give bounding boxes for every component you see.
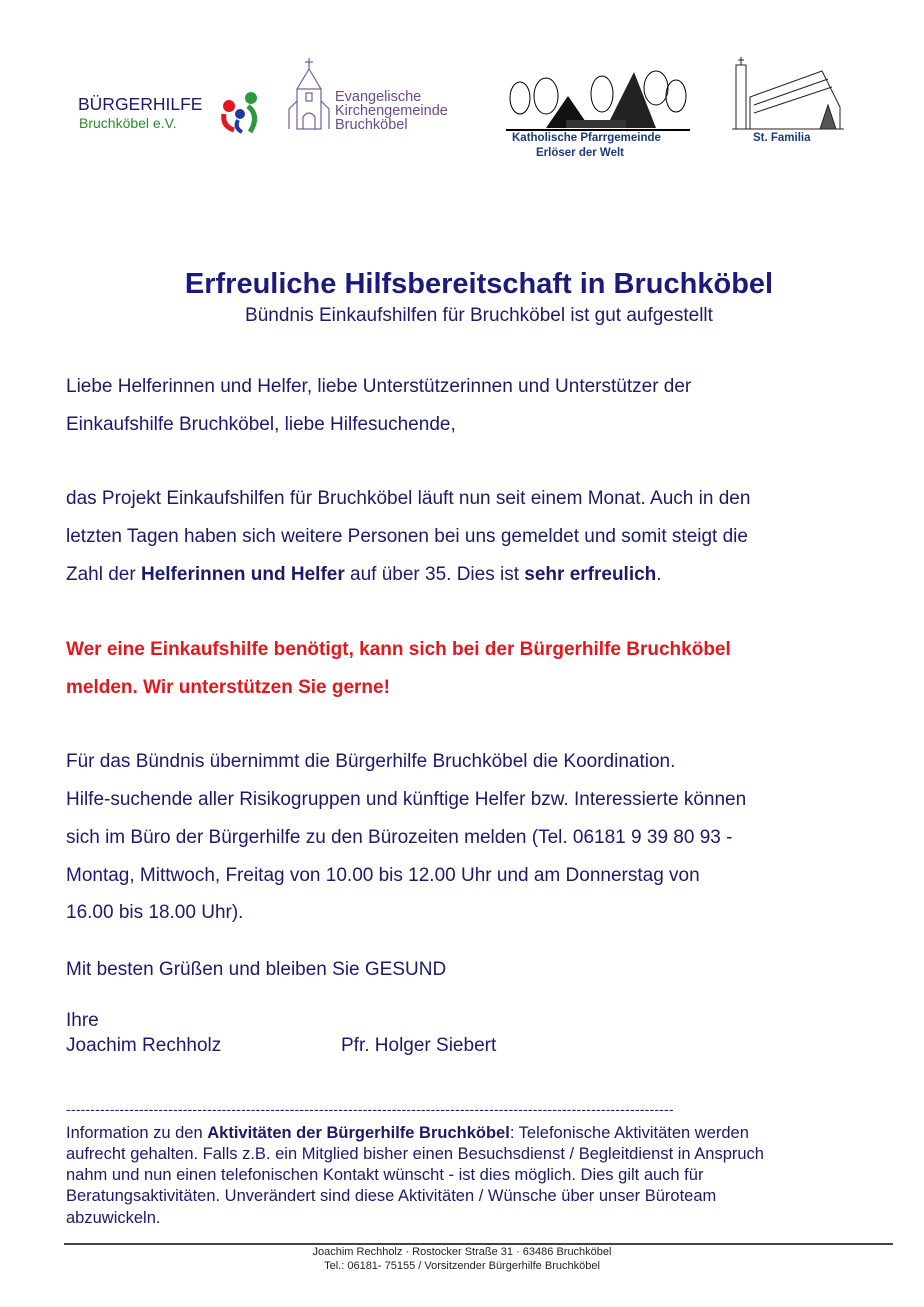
info-line [66,1124,749,1143]
logo-buergerhilfe-name: BÜRGERHILFE [78,94,203,114]
logo-evangelisch-line3: Bruchköbel [335,117,408,133]
page-title: Erfreuliche Hilfsbereitschaft in Bruchköbel [184,268,774,300]
church-icon [287,57,331,131]
people-logo-icon [220,90,262,134]
paragraph-line: letzten Tagen haben sich weitere Personen bei uns gemeldet und somit steigt die [66,526,748,547]
logo-evangelisch-line2: Kirchengemeinde [335,103,448,119]
church-tower-icon [732,57,844,131]
paragraph-line: das Projekt Einkaufshilfen für Bruchköbel läuft nun seit einem Monat. Auch in den [66,488,751,509]
text: : Telefonische Aktivitäten werden [509,1124,749,1142]
info-line: Beratungsaktivitäten. Unverändert sind diese Aktivitäten / Wünsche über unser Büroteam [66,1187,717,1205]
signature-name-1: Joachim Rechholz [66,1035,222,1056]
closing: Mit besten Grüßen und bleiben Sie GESUND [66,959,447,980]
logo-buergerhilfe-place: Bruchköbel e.V. [79,115,177,131]
logo-evangelisch-line1: Evangelische [335,89,422,105]
info-line: aufrecht gehalten. Falls z.B. ein Mitglied bisher einen Besuchsdienst / Begleitdienst in Anspruch [66,1145,764,1163]
paragraph-line: Montag, Mittwoch, Freitag von 10.00 bis 12.00 Uhr und am Donnerstag von [66,865,700,886]
footer-contact: Tel.: 06181- 75155 / Vorsitzender Bürgerhilfe Bruchköbel [324,1260,600,1272]
paragraph-line: Hilfe-suchende aller Risikogruppen und künftige Helfer bzw. Interessierte können [66,789,747,810]
info-line: nahm und nun einen telefonischen Kontakt wünscht - ist dies möglich. Dies gilt auch für [66,1166,704,1184]
footer-address: Joachim Rechholz · Rostocker Straße 31 · 63486 Bruchköbel [312,1246,612,1258]
red-notice-line: Wer eine Einkaufshilfe benötigt, kann sich bei der Bürgerhilfe Bruchköbel [66,639,731,660]
dashed-separator: ----------------------------------------------------------------------------------------------------------------------------- [66,1101,674,1117]
paragraph-line: sich im Büro der Bürgerhilfe zu den Bürozeiten melden (Tel. 06181 9 39 80 93 - [66,827,733,848]
paragraph-line: 16.00 bis 18.00 Uhr). [66,902,244,923]
text: . [656,564,662,585]
bold-erfreulich: sehr erfreulich [524,564,657,585]
paragraph-line: Für das Bündnis übernimmt die Bürgerhilfe Bruchköbel die Koordination. [66,751,676,772]
logo-katholisch-line2: Erlöser der Welt [536,147,624,159]
footer-rule [64,1243,893,1245]
bold-helpers: Helferinnen und Helfer [140,564,345,585]
bold-activities: Aktivitäten der Bürgerhilfe Bruchköbel [207,1124,510,1142]
text: Information zu den [66,1124,208,1142]
church-trees-icon [506,70,690,132]
logo-katholisch-line1: Katholische Pfarrgemeinde [512,132,661,144]
logo-familia-name: St. Familia [753,132,811,144]
text: auf über 35. Dies ist [344,564,525,585]
page-subtitle: Bündnis Einkaufshilfen für Bruchköbel ist gut aufgestellt [245,305,713,326]
signature-ihre: Ihre [66,1010,99,1031]
red-notice-line: melden. Wir unterstützen Sie gerne! [66,677,390,698]
text: Zahl der [66,564,141,585]
greeting-line: Einkaufshilfe Bruchköbel, liebe Hilfesuchende, [66,414,456,435]
signature-name-2: Pfr. Holger Siebert [341,1035,497,1056]
paragraph-line [66,564,662,586]
info-line: abzuwickeln. [66,1209,161,1227]
greeting-line: Liebe Helferinnen und Helfer, liebe Unterstützerinnen und Unterstützer der [66,376,692,397]
